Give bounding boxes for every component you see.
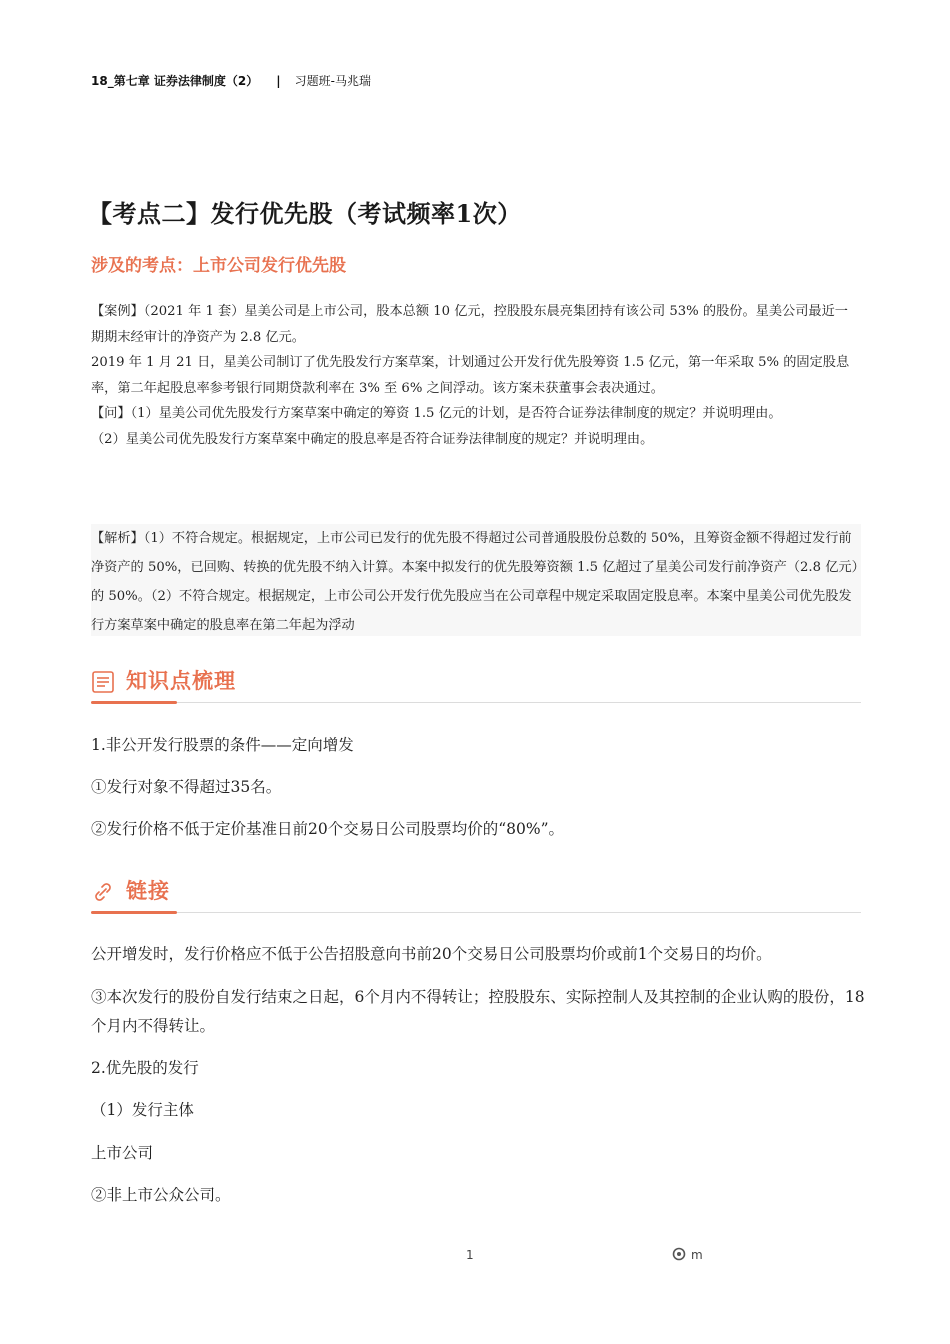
logo-icon — [672, 1247, 686, 1261]
section-link-header — [91, 876, 861, 913]
knowledge-item-3: ②发行价格不低于定价基准日前20个交易日公司股票均价的“80%”。 — [91, 820, 565, 838]
course-name: 习题班-马兆瑞 — [294, 74, 371, 88]
link-item-1: 公开增发时，发行价格应不低于公告招股意向书前20个交易日公司股票均价或前1个交易日的均价。 — [91, 945, 772, 963]
list-icon — [91, 670, 115, 694]
link-item-6: ②非上市公众公司。 — [91, 1186, 231, 1204]
analysis-text: 【解析】（1）不符合规定。根据规定，上市公司已发行的优先股不得超过公司普通股股份总数的 50%，且筹资金额不得超过发行前净资产的 50%，已回购、转换的优先股不纳入计算。本案中拟发行的优先股筹资额 1.5 亿超过了星美公司发行前净资产（2.8 亿元）的 50%。（2）不符合规定。根据规定，上市公司公开发行优先股应当在公司章程中规定采取固定股息率。本案中星美公司优先股发行方案草案中确定的股息率在第二年起为浮动 — [91, 531, 859, 633]
page-number: 1 — [466, 1248, 474, 1262]
case-question-1: 【问】（1）星美公司优先股发行方案草案中确定的筹资 1.5 亿元的计划，是否符合证券法律制度的规定？并说明理由。 — [91, 406, 782, 421]
knowledge-item-1: 1.非公开发行股票的条件——定向增发 — [91, 736, 354, 754]
footer-mark-text: m — [691, 1248, 703, 1262]
case-question-2: （2）星美公司优先股发行方案草案中确定的股息率是否符合证券法律制度的规定？并说明理由。 — [91, 431, 654, 447]
section-knowledge-underline — [91, 701, 177, 704]
case-block — [91, 299, 861, 452]
case-detail: 2019 年 1 月 21 日，星美公司制订了优先股发行方案草案，计划通过公开发行优先股筹资 1.5 亿元，第一年采取 5% 的固定股息率，第二年起股息率参考银行同期贷款利率在 3% 至 6% 之间浮动。该方案未获董事会表决通过。 — [91, 355, 850, 396]
topic-subtitle: 涉及的考点：上市公司发行优先股 — [91, 256, 346, 276]
header-separator: | — [276, 74, 281, 88]
section-link-label: 链接 — [126, 878, 170, 903]
page-header — [91, 71, 371, 91]
link-icon — [91, 880, 115, 904]
chapter-title: 18_第七章 证券法律制度（2） — [91, 74, 259, 88]
link-item-2: ③本次发行的股份自发行结束之日起，6个月内不得转让；控股股东、实际控制人及其控制的企业认购的股份，18个月内不得转让。 — [91, 988, 865, 1035]
analysis-block — [91, 524, 861, 636]
page-title: 【考点二】发行优先股（考试频率1次） — [88, 199, 522, 228]
link-item-4: （1）发行主体 — [91, 1101, 194, 1119]
section-link-underline — [91, 911, 177, 914]
section-knowledge-label: 知识点梳理 — [126, 668, 236, 693]
link-item-5: 上市公司 — [91, 1144, 154, 1162]
footer-mark — [672, 1245, 703, 1265]
knowledge-item-2: ①发行对象不得超过35名。 — [91, 778, 282, 796]
section-knowledge-header — [91, 666, 861, 703]
case-statement: 【案例】（2021 年 1 套）星美公司是上市公司，股本总额 10 亿元，控股股东晨亮集团持有该公司 53% 的股份。星美公司最近一期期末经审计的净资产为 2.8 亿元。 — [91, 304, 848, 345]
link-item-3: 2.优先股的发行 — [91, 1059, 199, 1077]
